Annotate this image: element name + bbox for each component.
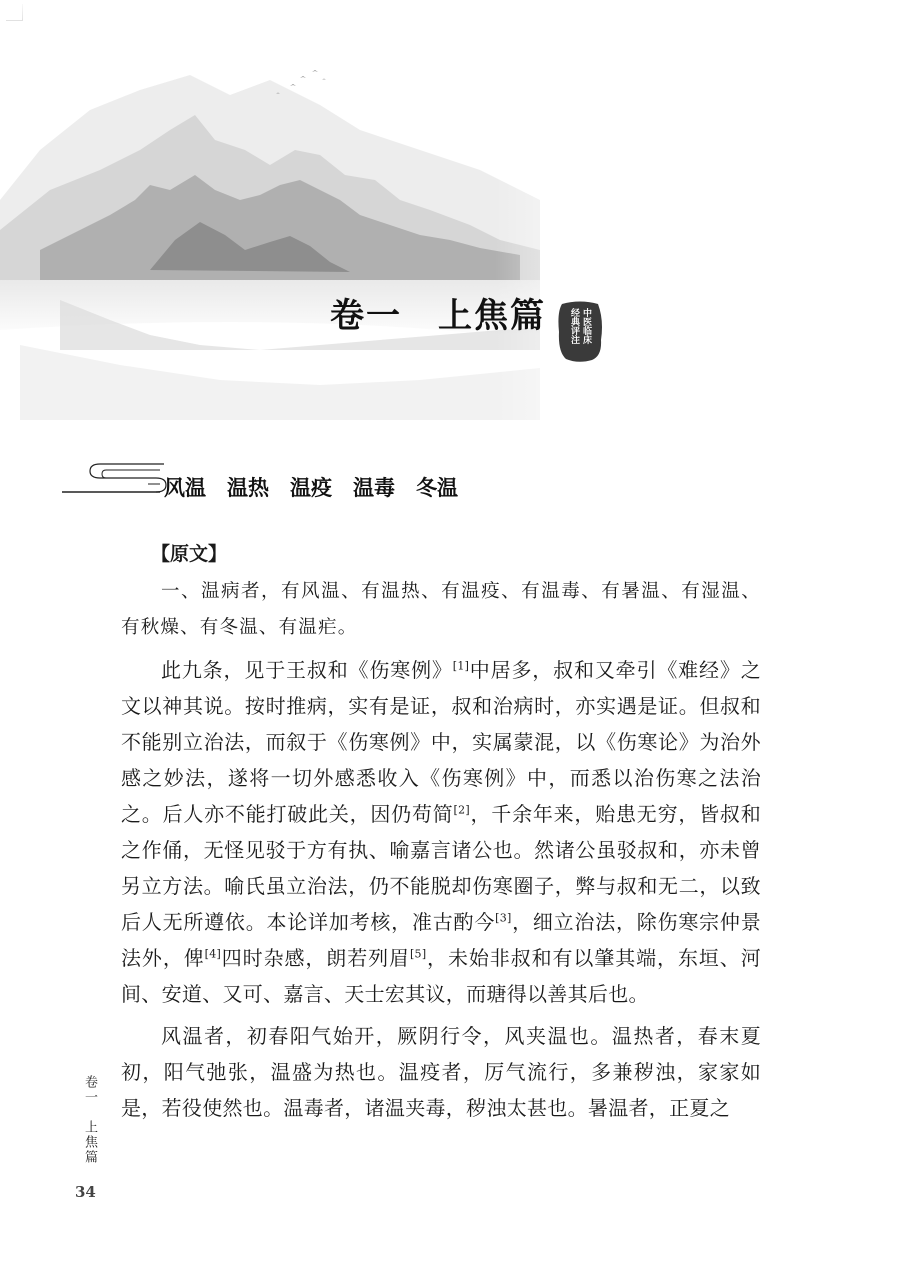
commentary-paragraph-1 [121, 652, 761, 1012]
original-text-paragraph: 一、温病者，有风温、有温热、有温疫、有温毒、有暑温、有湿温、有秋燥、有冬温、有温疟。 [121, 581, 761, 638]
page-number: 34 [75, 1183, 96, 1201]
text-run: ，细立治法，除伤寒宗仲景法外，俾 [121, 910, 761, 970]
section-ornament [60, 458, 170, 498]
footnote-ref-4[interactable]: [4] [204, 947, 222, 961]
footnote-ref-2[interactable]: [2] [453, 803, 471, 817]
seal-line-1: 中医临床 [581, 308, 591, 344]
text-run: 四时杂感，朗若列眉 [221, 946, 410, 970]
original-text-label: 【原文】 [151, 543, 228, 565]
text-run: 此九条，见于王叔和《伤寒例》 [161, 658, 453, 682]
commentary-paragraph-2: 风温者，初春阳气始开，厥阴行令，风夹温也。温热者，春末夏初，阳气弛张，温盛为热也。温疫者，厉气流行，多兼秽浊，家家如是，若役使然也。温毒者，诸温夹毒，秽浊太甚也。暑温者，正夏之 [121, 1024, 761, 1120]
seal-line-2: 经典评注 [569, 308, 579, 344]
chapter-title: 卷一 上焦篇 [330, 296, 546, 336]
text-run: 中居多，叔和又牵引《难经》之文以神其说。按时推病，实有是证，叔和治病时，亦实遇是证。但叔和不能别立治法，而叙于《伤寒例》中，实属蒙混，以《伤寒论》为治外感之妙法，遂将一切外感悉收入《伤寒例》中，而悉以治伤寒之法治之。后人亦不能打破此关，因仍苟简 [121, 658, 762, 826]
text-run: ，千余年来，贻患无穷，皆叔和之作俑，无怪见驳于方有执、喻嘉言诸公也。然诸公虽驳叔和，亦未曾另立方法。喻氏虽立治法，仍不能脱却伤寒圈子，弊与叔和无二，以致后人无所遵依。本论详加考核，准古酌今 [121, 802, 761, 934]
ink-landscape-illustration [0, 0, 900, 440]
footnote-ref-3[interactable]: [3] [495, 911, 512, 925]
text-run: ，未始非叔和有以肇其端，东垣、河间、安道、又可、嘉言、天士宏其议，而瑭得以善其后也。 [121, 946, 762, 1006]
footnote-ref-5[interactable]: [5] [409, 947, 427, 961]
section-heading: 风温 温热 温疫 温毒 冬温 [164, 475, 458, 500]
running-head: 卷一 上焦篇 [82, 1075, 97, 1165]
seal-stamp [556, 300, 604, 362]
main-text [121, 538, 761, 1126]
footnote-ref-1[interactable]: [1] [452, 659, 470, 673]
